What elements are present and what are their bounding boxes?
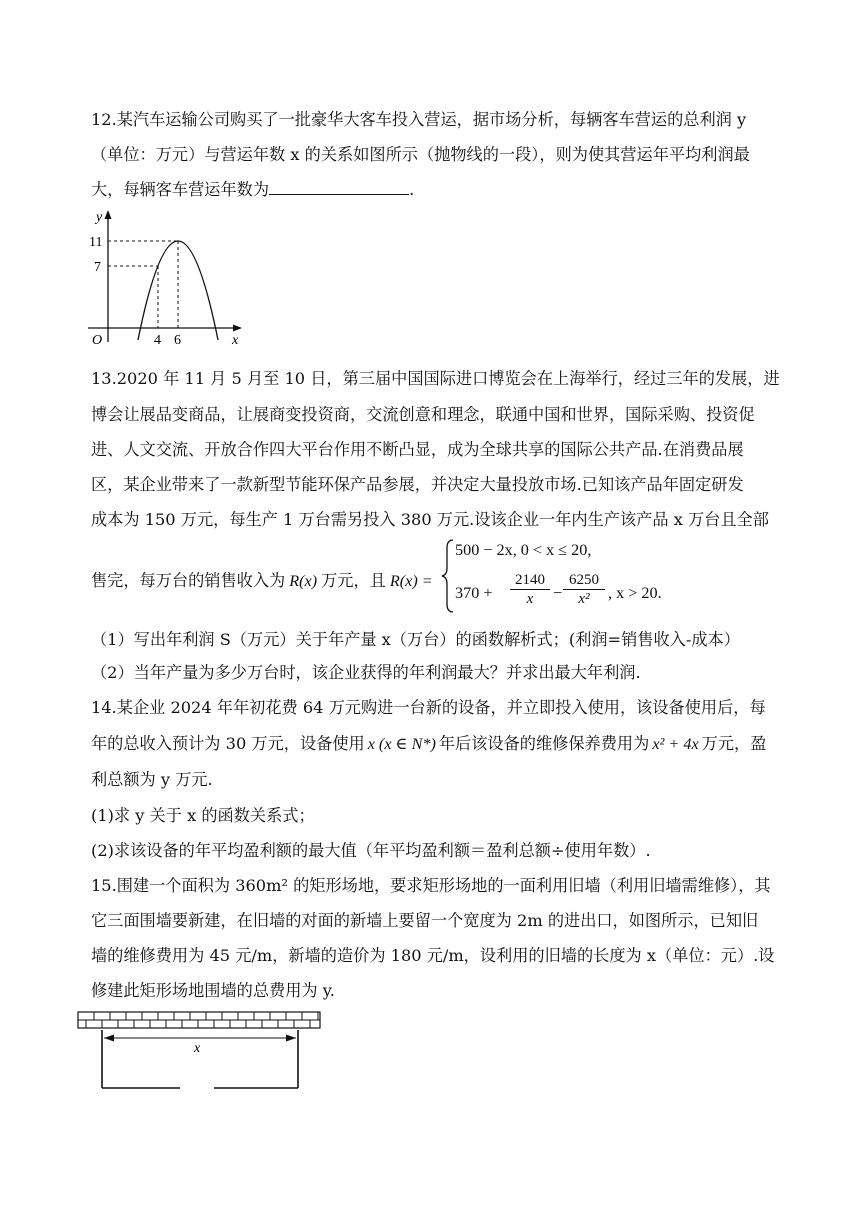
piecewise-case-2-end: , x > 20. (608, 584, 662, 602)
fraction-2-numerator: 6250 (563, 572, 605, 590)
q14-part-2: (2)求该设备的年平均盈利额的最大值（年平均盈利额＝盈利总额÷使用年数）. (91, 841, 651, 860)
fraction-2-denominator: x² (578, 591, 590, 607)
piecewise-brace (441, 538, 455, 614)
answer-blank (269, 180, 409, 195)
q12-line-1: 12.某汽车运输公司购买了一批豪华大客车投入营运，据市场分析，每辆客车营运的总利润 y (91, 110, 747, 129)
q12-line-2: （单位：万元）与营运年数 x 的关系如图所示（抛物线的一段），则为使其营运年平均利润最 (91, 145, 750, 164)
tick-label-11: 11 (89, 235, 103, 250)
q13-part-1: （1）写出年利润 S（万元）关于年产量 x（万台）的函数解析式；(利润=销售收入-成本） (91, 630, 740, 649)
q15-line-4: 修建此矩形场地围墙的总费用为 y. (91, 981, 335, 1000)
y-axis-label: y (96, 210, 103, 225)
x-axis-label: x (232, 333, 239, 348)
x-in-naturals: x (x ∈ N*) (367, 735, 436, 753)
tick-label-7: 7 (94, 260, 101, 275)
q12-parabola-graph (78, 206, 250, 348)
q14-line-1: 14.某企业 2024 年年初花费 64 万元购进一台新的设备，并立即投入使用，该设备使用后，每 (91, 698, 766, 717)
q14-line-2 (91, 734, 766, 754)
q15-wall-figure (76, 1008, 332, 1090)
q14-line-2-text-2: 年后该设备的维修保养费用为 (438, 734, 650, 753)
q14-line-2-text-3: 万元，盈 (701, 734, 767, 753)
dimension-arrow-left (104, 1035, 114, 1042)
q13-line-3: 进、人文交流、开放合作四大平台作用不断凸显，成为全球共享的国际公共产品.在消费品展 (91, 440, 744, 459)
q14-line-2-text: 年的总收入预计为 30 万元，设备使用 (91, 734, 365, 753)
old-wall-bricks (78, 1012, 320, 1028)
q14-part-1: (1)求 y 关于 x 的函数关系式； (91, 806, 315, 825)
q12-line-3-end: . (409, 180, 415, 199)
piecewise-case-2-start: 370 + (455, 584, 493, 602)
piecewise-case-1: 500 − 2x, 0 < x ≤ 20, (455, 541, 592, 559)
q13-line-4: 区，某企业带来了一款新型节能环保产品参展，并决定大量投放市场.已知该产品年固定研发 (91, 475, 744, 494)
y-axis-arrow (105, 210, 112, 219)
q12-line-3-text: 大，每辆客车营运年数为 (91, 180, 270, 199)
q12-line-3 (91, 180, 414, 200)
q15-line-2: 它三面围墙要新建，在旧墙的对面的新墙上要留一个宽度为 2m 的进出口，如图所示，已知旧 (91, 911, 759, 930)
q13-line-5: 成本为 150 万元，每生产 1 万台需另投入 380 万元.设该企业一年内生产该产品 x 万台且全部 (91, 510, 769, 529)
tick-label-4: 4 (154, 333, 161, 348)
piecewise-minus: − (553, 584, 563, 602)
q13-line-6-text: 售完，每万台的销售收入为 (91, 571, 286, 590)
tick-label-6: 6 (174, 333, 181, 348)
q13-line-1: 13.2020 年 11 月 5 月至 10 日，第三届中国国际进口博览会在上海举行，经过三年的发展，进 (91, 369, 780, 388)
x-axis-arrow (233, 325, 242, 332)
revenue-function-def: R(x) = (389, 572, 433, 590)
dimension-arrow-right (286, 1035, 296, 1042)
dimension-label-x: x (194, 1041, 201, 1056)
fraction-1-denominator: x (526, 591, 534, 607)
q15-line-1: 15.围建一个面积为 360m² 的矩形场地，要求矩形场地的一面利用旧墙（利用旧墙需维修），其 (91, 876, 771, 895)
q15-line-3: 墙的维修费用为 45 元/m，新墙的造价为 180 元/m，设利用的旧墙的长度为 x（单位：元）.设 (91, 946, 775, 965)
q13-part-2: （2）当年产量为多少万台时，该企业获得的年利润最大？并求出最大年利润. (91, 663, 641, 682)
revenue-function-symbol: R(x) (289, 572, 318, 590)
origin-label: O (92, 333, 103, 348)
maintenance-expression: x² + 4x (652, 735, 699, 753)
q13-line-6 (91, 571, 433, 591)
fraction-1-numerator: 2140 (510, 572, 550, 590)
q13-line-6-text-2: 万元，且 (321, 571, 386, 590)
q14-line-3: 利总额为 y 万元. (91, 770, 213, 789)
q13-line-2: 博会让展品变商品，让展商变投资商，交流创意和理念，联通中国和世界，国际采购、投资促 (91, 405, 755, 424)
